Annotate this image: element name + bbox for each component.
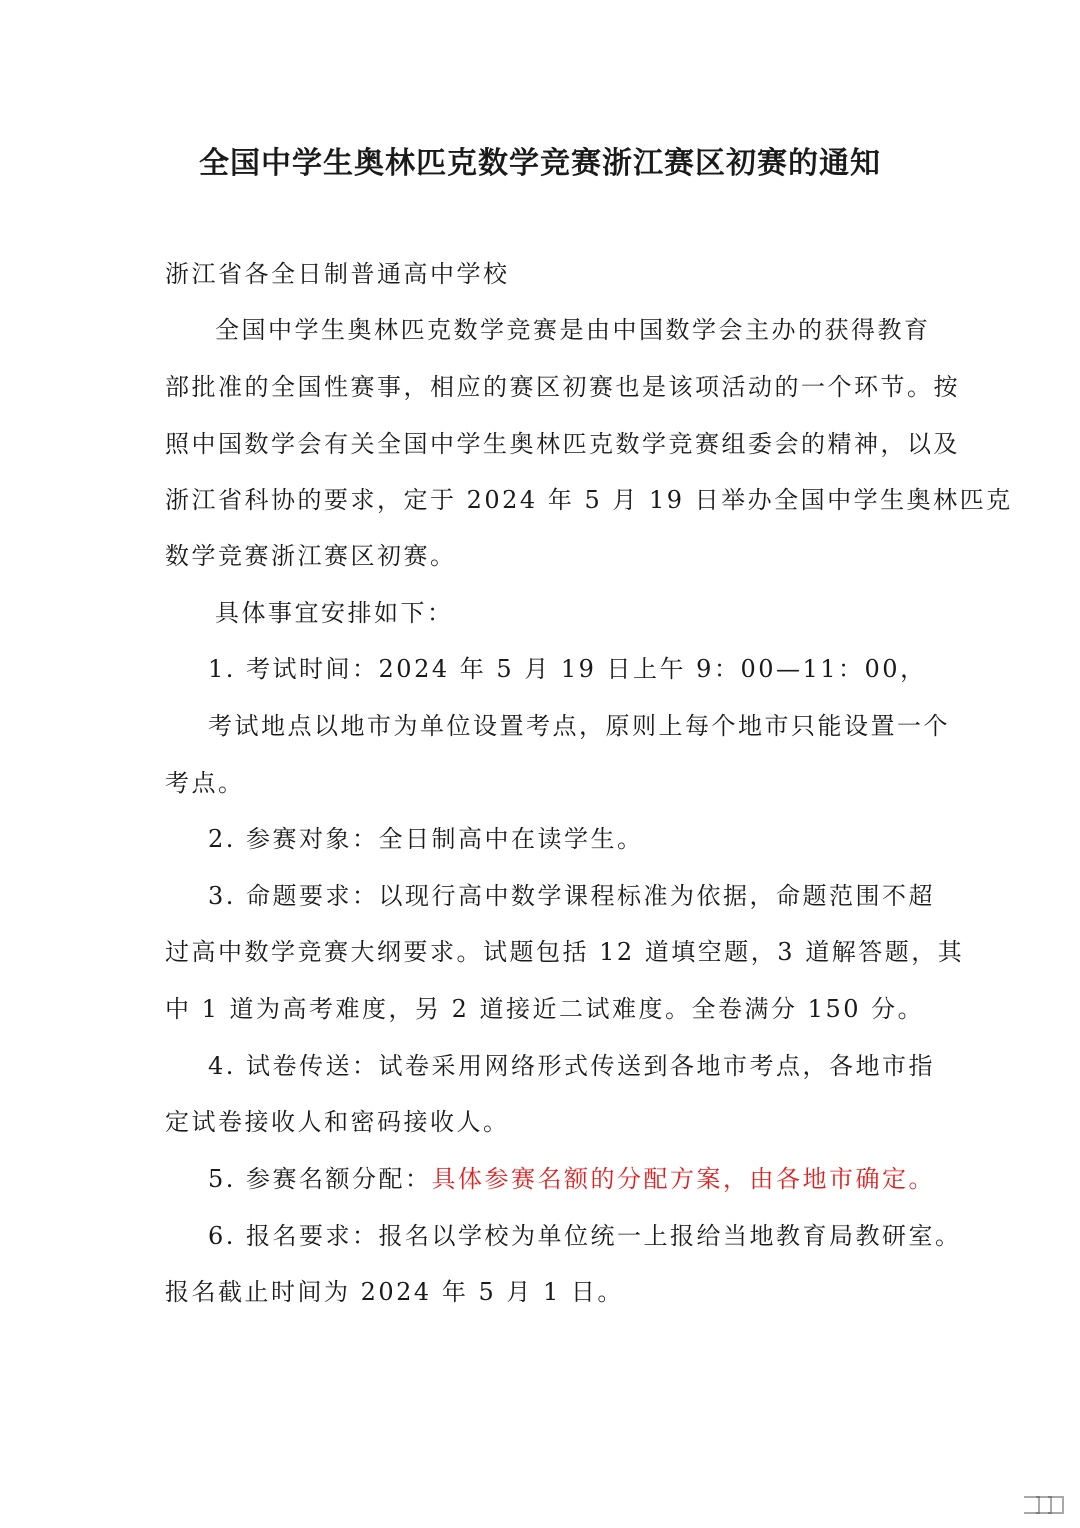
- page-stack-icon: [1048, 1496, 1064, 1514]
- arrangement-intro: 具体事宜安排如下：: [215, 599, 454, 627]
- document-title: 全国中学生奥林匹克数学竞赛浙江赛区初赛的通知: [199, 146, 881, 181]
- item-3-line-2: 过高中数学竞赛大纲要求。试题包括 12 道填空题，3 道解答题，其: [165, 938, 965, 966]
- recipient-line: 浙江省各全日制普通高中学校: [165, 260, 510, 288]
- item-1-line-2: 考试地点以地市为单位设置考点，原则上每个地市只能设置一个: [208, 712, 950, 740]
- item-3-line-1: 3. 命题要求：以现行高中数学课程标准为依据，命题范围不超: [208, 882, 936, 910]
- item-2: 2. 参赛对象：全日制高中在读学生。: [208, 825, 644, 853]
- item-4-line-1: 4. 试卷传送：试卷采用网络形式传送到各地市考点，各地市指: [208, 1052, 936, 1080]
- intro-line-5: 数学竞赛浙江赛区初赛。: [165, 542, 457, 570]
- item-3-line-3: 中 1 道为高考难度，另 2 道接近二试难度。全卷满分 150 分。: [165, 995, 925, 1023]
- item-1-line-1: 1. 考试时间：2024 年 5 月 19 日上午 9：00—11：00，: [208, 655, 927, 683]
- item-1-line-3: 考点。: [165, 769, 245, 797]
- intro-line-2: 部批准的全国性赛事，相应的赛区初赛也是该项活动的一个环节。按: [165, 373, 960, 401]
- item-5-highlight: 具体参赛名额的分配方案，由各地市确定。: [431, 1165, 936, 1193]
- intro-line-4: 浙江省科协的要求，定于 2024 年 5 月 19 日举办全国中学生奥林匹克: [165, 486, 1013, 514]
- item-6-line-2: 报名截止时间为 2024 年 5 月 1 日。: [165, 1278, 624, 1306]
- intro-line-3: 照中国数学会有关全国中学生奥林匹克数学竞赛组委会的精神，以及: [165, 430, 960, 458]
- item-5: [208, 1162, 935, 1196]
- item-6-line-1: 6. 报名要求：报名以学校为单位统一上报给当地教育局教研室。: [208, 1222, 962, 1250]
- item-5-label: 5. 参赛名额分配：: [208, 1165, 432, 1193]
- corner-page-icons: [1028, 1496, 1064, 1514]
- item-4-line-2: 定试卷接收人和密码接收人。: [165, 1108, 510, 1136]
- intro-line-1: 全国中学生奥林匹克数学竞赛是由中国数学会主办的获得教育: [215, 316, 931, 344]
